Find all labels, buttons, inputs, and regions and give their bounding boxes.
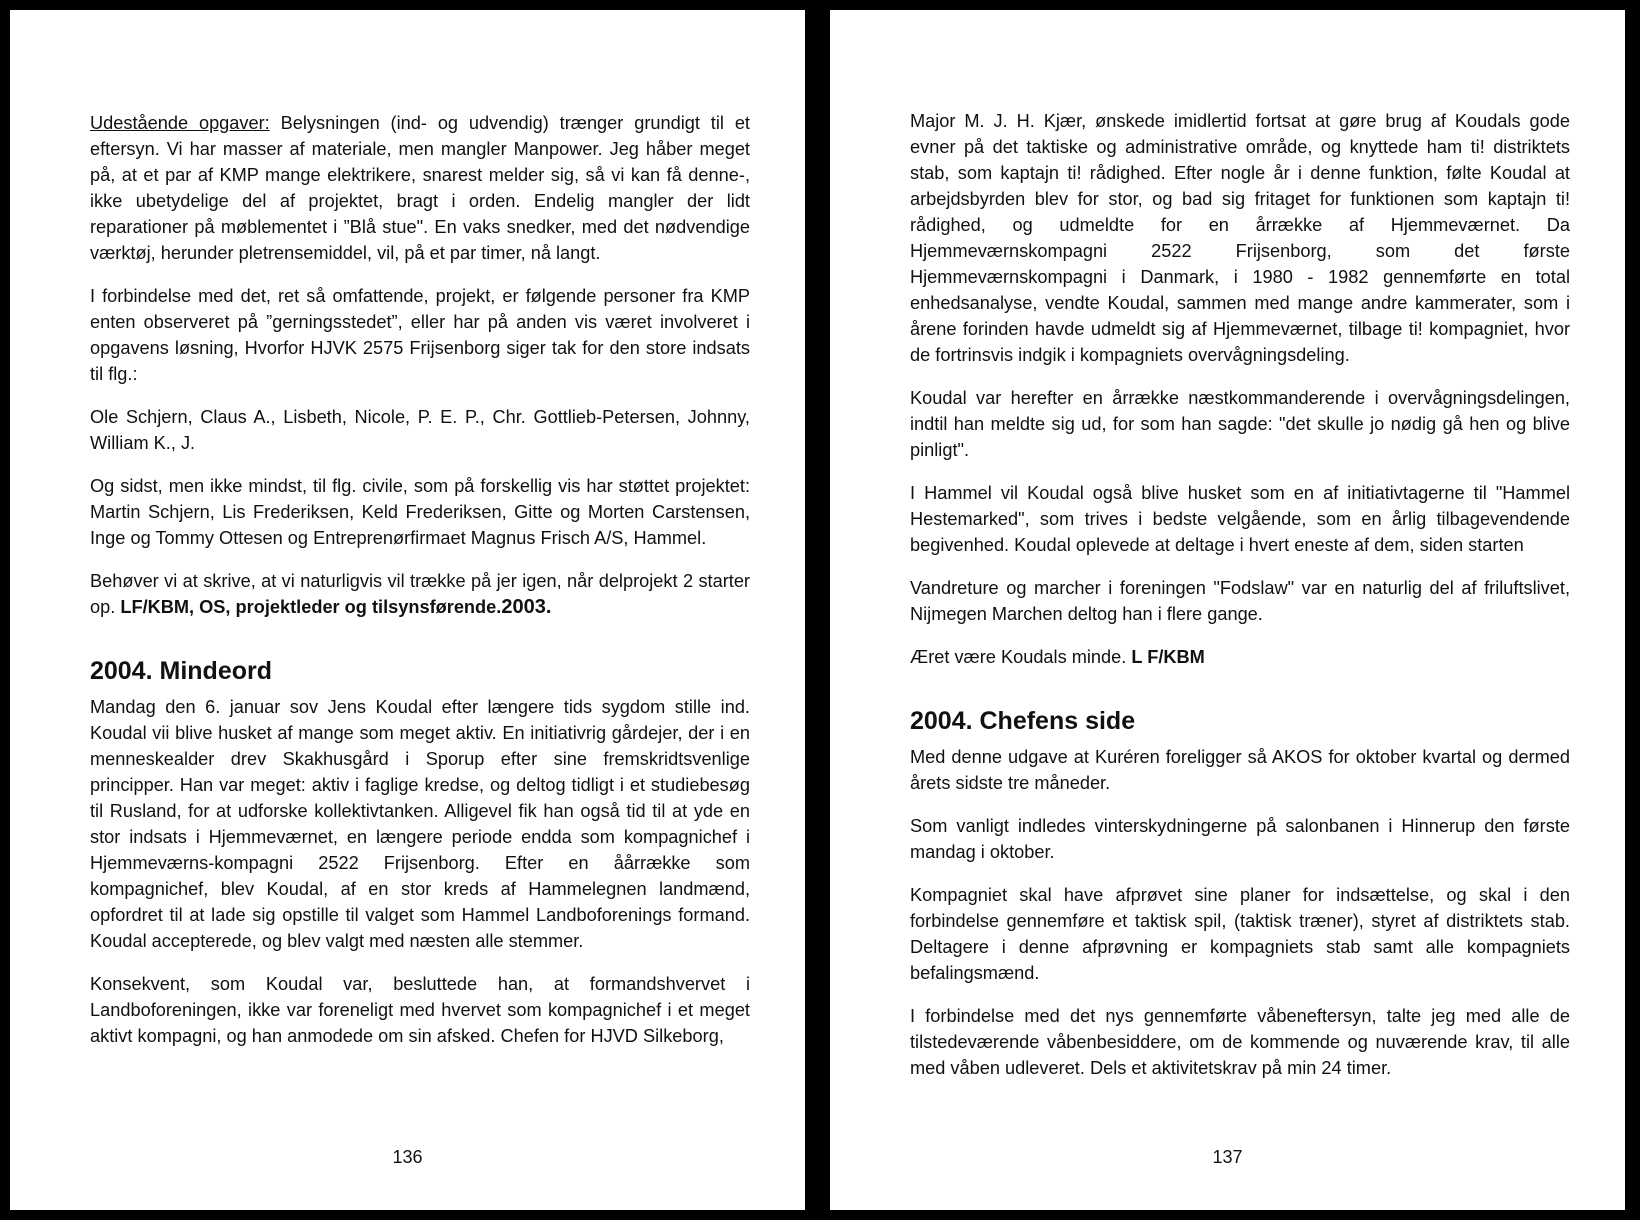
paragraph-chief-1: Med denne udgave at Kuréren foreligger så AKOS for oktober kvartal og dermed årets sidste tre måneder. <box>910 747 1570 793</box>
paragraph-obituary-6: Vandreture og marcher i foreningen "Fodslaw" var en naturlig del af friluftslivet, Nijmegen Marchen deltog han i flere gange. <box>910 578 1570 624</box>
paragraph-obituary-2: Konsekvent, som Koudal var, besluttede han, at formandshvervet i Landboforeningen, ikke var foreneligt med hvervet som kompagnichef i et meget aktivt kompagni, og han anmodede om sin afsked. Chefen for HJVD Silkeborg, <box>90 974 750 1046</box>
paragraph-chief-3: Kompagniet skal have afprøvet sine planer for indsættelse, og skal i den forbindelse gennemføre et taktisk spil, (taktisk træner), styret af distriktets stab. Deltagere i denne afprøvning er kompagniets stab samt alle kompagniets befalingsmænd. <box>910 885 1570 983</box>
paragraph-chief-2: Som vanligt indledes vinterskydningerne på salonbanen i Hinnerup den første mandag i oktober. <box>910 816 1570 862</box>
paragraph-thanks-intro: I forbindelse med det, ret så omfattende, projekt, er følgende personer fra KMP enten observeret på ”gerningsstedet”, eller har på anden vis været involveret i opgavens løsning, Hvorfor HJVK 2575 Frijsenborg siger tak for den store indsats til flg.: <box>90 286 750 384</box>
paragraph-obituary-4: Koudal var herefter en årrække næstkommanderende i overvågningsdelingen, indtil han meldte sig ud, for som han sagde: "det skulle jo nødig gå hen og blive pinligt". <box>910 388 1570 460</box>
heading-chefens-side: 2004. Chefens side <box>910 707 1136 735</box>
paragraph-obituary-1: Mandag den 6. januar sov Jens Koudal efter længere tids sygdom stille ind. Koudal vii blive husket af mange som meget aktiv. En initiativrig gårdejer, der i en menneskealder drev Skakhusgård i Sporup efter sine fremskridtsvenlige principper. Han var meget: aktiv i faglige kredse, og deltog tidligt i et studiebesøg til Rusland, for at udforske kollektivtanken. Alligevel fik han også tid til at yde en stor indsats i Hjemmeværnet, en længere periode endda som kompagnichef i Hjemmeværns-kompagni 2522 Frijsenborg. Efter en åårrække som kompagnichef, blev Koudal, af en stor kreds af Hammelegnen landmænd, opfordret til at lade sig opstille til valget som Hammel Landboforenings formand. Koudal accepterede, og blev valgt med næsten alle stemmer. <box>90 697 750 951</box>
paragraph-kmp-names: Ole Schjern, Claus A., Lisbeth, Nicole, P. E. P., Chr. Gottlieb-Petersen, Johnny, William K., J. <box>90 407 750 453</box>
obituary-closing-text: Æret være Koudals minde. <box>910 647 1132 667</box>
closing-text: Behøver vi at skrive, at vi naturligvis vil trække på jer igen, når delprojekt 2 starter op. <box>90 571 750 617</box>
left-page-content <box>90 110 750 1066</box>
paragraph-chief-4: I forbindelse med det nys gennemførte våbeneftersyn, talte jeg med alle de tilstedeværende våbenbesiddere, om de kommende og nuværende krav, til alle med våben udleveret. Dels et aktivitetskrav på min 24 timer. <box>910 1006 1570 1078</box>
heading-mindeord: 2004. Mindeord <box>90 657 272 685</box>
obituary-signature: L F/KBM <box>1131 647 1205 667</box>
closing-year: 2003. <box>501 596 552 618</box>
right-page <box>830 10 1625 1210</box>
closing-signature: LF/KBM, OS, projektleder og tilsynsførende. <box>120 597 502 617</box>
page-number-right: 137 <box>1212 1147 1243 1167</box>
outstanding-tasks-label: Udestående opgaver: <box>90 113 270 133</box>
page-number-left: 136 <box>392 1147 423 1167</box>
paragraph-obituary-3: Major M. J. H. Kjær, ønskede imidlertid fortsat at gøre brug af Koudals gode evner på det taktiske og administrative område, og knyttede ham ti! distriktets stab, som kaptajn ti! rådighed. Efter nogle år i denne funktion, følte Koudal at arbejdsbyrden blev for stor, og bad sig fritaget for funktionen som kaptajn ti! rådighed, og udmeldte for en årrække af Hjemmeværnet. Da Hjemmeværnskompagni 2522 Frijsenborg, som det første Hjemmeværnskompagni i Danmark, i 1980 - 1982 gennemførte en total enhedsanalyse, vendte Koudal, sammen med mange andre kammerater, som i årene forinden havde udmeldt sig af Hjemmeværnet, tilbage ti! kompagniet, hvor de fortrinsvis indgik i kompagniets overvågningsdeling. <box>910 111 1570 365</box>
left-page <box>10 10 805 1210</box>
outstanding-tasks-text: Belysningen (ind- og udvendig) trænger grundigt til et eftersyn. Vi har masser af materiale, men mangler Manpower. Jeg håber meget på, at et par af KMP mange elektrikere, snarest melder sig, så vi kan få denne-, ikke ubetydelige del af projektet, bragt i orden. Endelig mangler der lidt reparationer på møblementet i ”Blå stue". En vaks snedker, med det nødvendige værktøj, herunder pletrensemiddel, vil, på et par timer, nå langt. <box>90 113 750 263</box>
paragraph-obituary-5: I Hammel vil Koudal også blive husket som en af initiativtagerne til "Hammel Hestemarked", som trives i bedste velgående, som en årlig tilbagevendende begivenhed. Koudal oplevede at deltage i hvert eneste af dem, siden starten <box>910 483 1570 555</box>
paragraph-civilian-names: Og sidst, men ikke mindst, til flg. civile, som på forskellig vis har støttet projektet: Martin Schjern, Lis Frederiksen, Keld Frederiksen, Gitte og Morten Carstensen, Inge og Tommy Ottesen og Entreprenørfirmaet Magnus Frisch A/S, Hammel. <box>90 476 750 548</box>
paragraph-obituary-closing <box>910 644 1570 670</box>
right-page-content <box>910 108 1570 1098</box>
paragraph-closing <box>90 568 750 620</box>
paragraph-outstanding-tasks <box>90 110 750 266</box>
